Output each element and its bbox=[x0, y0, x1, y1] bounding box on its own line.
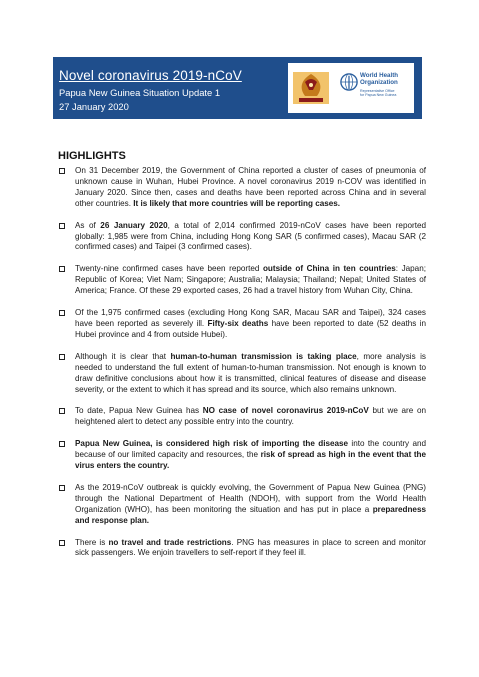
page-title: Novel coronavirus 2019-nCoV bbox=[59, 68, 242, 83]
highlight-text: There is bbox=[75, 537, 109, 547]
checkbox-bullet-icon bbox=[59, 441, 65, 447]
highlight-item bbox=[58, 308, 426, 341]
highlight-bold-text: Fifty-six deaths bbox=[207, 318, 269, 328]
highlight-bold-text: no travel and trade restrictions bbox=[108, 537, 232, 547]
highlight-text: have been reported to date (52 deaths in Hubei province and 4 from outside Hubei). bbox=[75, 318, 426, 339]
highlights-heading: HIGHLIGHTS bbox=[58, 150, 126, 162]
highlight-text: On 31 December 2019, the Government of China reported a cluster of cases of pneumonia of unknown cause in Wuhan, Hubei Province. A novel coronavirus 2019 n-COV was identified in January 2020. Since then, cases and deaths have been reported across China and in several other countries. bbox=[75, 166, 426, 208]
checkbox-bullet-icon bbox=[59, 408, 65, 414]
who-logo-icon bbox=[340, 73, 358, 91]
highlight-bold-text: preparedness and response plan. bbox=[75, 504, 426, 525]
highlight-text: , a total of 2,014 confirmed 2019-nCoV cases have been reported globally: 1,985 were from China, including Hong Kong SAR (5 confirmed cases), Macau SAR (2 confirmed cases) and Taipei (3 confirmed cases). bbox=[75, 220, 426, 252]
highlight-text: As the 2019-nCoV outbreak is quickly evolving, the Government of Papua New Guinea (PNG) through the National Department of Health (NDOH), with support from the World Health Organization (WHO), has been monitoring the situation and has put in place a bbox=[75, 482, 426, 514]
highlight-bold-text: human-to-human transmission is taking place bbox=[170, 351, 357, 361]
highlight-text: , more analysis is needed to understand the full extent of human-to-human transmission. Not enough is known to draw definitive conclusions about how it is transmitted, clinical features of disease and disease severity, or the extent to which it has spread and its source, which also remains unknown. bbox=[75, 351, 426, 394]
highlight-text: but we are on heightened alert to detect any possible entry into the country. bbox=[75, 406, 426, 427]
highlight-item bbox=[58, 352, 426, 396]
checkbox-bullet-icon bbox=[59, 223, 65, 229]
checkbox-bullet-icon bbox=[59, 266, 65, 272]
highlight-text: into the country and because of our limited capacity and resources, the bbox=[75, 439, 427, 460]
highlight-text: : Japan; Republic of Korea; Viet Nam; Singapore; Australia; Malaysia; Thailand; Nepal; United States of America; France. Of these 29 exported cases, 26 had a travel history from Wuhan City, China. bbox=[75, 264, 426, 296]
who-office: Representative Office for Papua New Guinea bbox=[360, 89, 397, 98]
title-banner bbox=[53, 57, 422, 119]
highlight-bold-text: Papua New Guinea, is considered high risk of importing the disease bbox=[75, 439, 349, 449]
highlight-item bbox=[58, 264, 426, 297]
logo-panel bbox=[288, 63, 414, 113]
who-name: World Health Organization bbox=[360, 72, 399, 86]
highlight-item bbox=[58, 439, 426, 472]
report-date: 27 January 2020 bbox=[59, 101, 129, 112]
highlight-bold-text: outside of China in ten countries bbox=[262, 264, 396, 274]
checkbox-bullet-icon bbox=[59, 540, 65, 546]
highlight-item bbox=[58, 406, 426, 428]
highlight-bold-text: risk of spread as high in the event that the virus enters the country. bbox=[75, 450, 427, 471]
highlight-bold-text: It is likely that more countries will be reporting cases. bbox=[133, 198, 341, 208]
highlight-bold-text: 26 January 2020 bbox=[100, 220, 168, 230]
checkbox-bullet-icon bbox=[59, 354, 65, 360]
highlight-item bbox=[58, 483, 426, 527]
page-subtitle: Papua New Guinea Situation Update 1 bbox=[59, 87, 221, 98]
highlight-bold-text: NO case of novel coronavirus 2019-nCoV bbox=[202, 406, 369, 416]
highlight-item bbox=[58, 221, 426, 254]
highlight-item bbox=[58, 538, 426, 560]
checkbox-bullet-icon bbox=[59, 168, 65, 174]
png-emblem-icon bbox=[291, 68, 331, 108]
highlights-list bbox=[58, 166, 426, 570]
highlight-item bbox=[58, 166, 426, 210]
checkbox-bullet-icon bbox=[59, 310, 65, 316]
highlight-text: Although it is clear that bbox=[75, 351, 171, 361]
highlight-text: Twenty-nine confirmed cases have been reported bbox=[75, 264, 263, 274]
highlight-text: . PNG has measures in place to screen and monitor sick passengers. We enjoin travellers to self-report if they feel ill. bbox=[75, 537, 427, 558]
highlight-text: To date, Papua New Guinea has bbox=[75, 406, 203, 416]
highlight-text: Of the 1,975 confirmed cases (excluding Hong Kong SAR, Macau SAR and Taipei), 324 cases have been reported as severely ill. bbox=[75, 308, 426, 328]
highlight-text: As of bbox=[75, 220, 101, 230]
checkbox-bullet-icon bbox=[59, 485, 65, 491]
